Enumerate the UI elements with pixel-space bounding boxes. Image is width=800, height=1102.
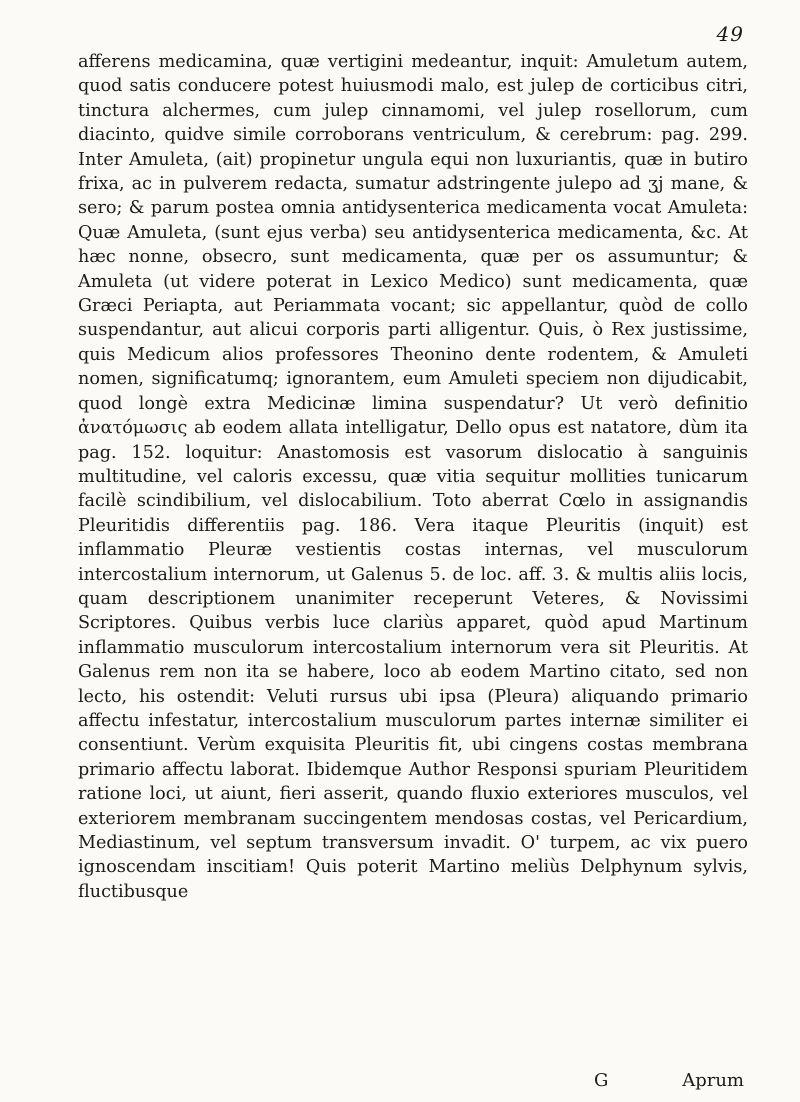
catchword: Aprum (682, 1070, 744, 1091)
signature-mark: G (594, 1070, 609, 1091)
page-footer (78, 1070, 748, 1096)
page-number: 49 (716, 22, 744, 46)
body-text: afferens medicamina, quæ vertigini medeantur, inquit: Amuletum autem, quod satis conducere potest huiusmodi malo, est julep de corticibus citri, tinctura alchermes, cum julep cinnamomi, vel julep rosellorum, cum diacinto, quidve simile corroborans ventriculum, & cerebrum: pag. 299. Inter Amuleta, (ait) propinetur ungula equi non luxuriantis, quæ in butiro frixa, ac in pulverem redacta, sumatur adstringente julepo ad ʒj mane, & sero; & parum postea omnia antidysenterica medicamenta vocat Amuleta: Quæ Amuleta, (sunt ejus verba) seu antidysenterica medicamenta, &c. At hæc nonne, obsecro, sunt medicamenta, quæ per os assumuntur; & Amuleta (ut videre poterat in Lexico Medico) sunt medicamenta, quæ Græci Periapta, aut Periammata vocant; sic appellantur, quòd de collo suspendantur, aut alicui corporis parti alligentur. Quis, ò Rex justissime, quis Medicum alios professores Theonino dente rodentem, & Amuleti nomen, significatumq; ignorantem, eum Amuleti speciem non dijudicabit, quod longè extra Medicinæ limina suspendatur? Ut verò definitio ἀνατόμωσις ab eodem allata intelligatur, Dello opus est natatore, dùm ita pag. 152. loquitur: Anastomosis est vasorum dislocatio à sanguinis multitudine, vel caloris excessu, quæ vitia sequitur mollities tunicarum facilè scindibilium, vel dislocabilium. Toto aberrat Cœlo in assignandis Pleuritidis differentiis pag. 186. Vera itaque Pleuritis (inquit) est inflammatio Pleuræ vestientis costas internas, vel musculorum intercostalium internorum, ut Galenus 5. de loc. aff. 3. & multis aliis locis, quam descriptionem unanimiter receperunt Veteres, & Novissimi Scriptores. Quibus verbis luce clariùs apparet, quòd apud Martinum inflammatio musculorum intercostalium internorum vera sit Pleuritis. At Galenus rem non ita se habere, loco ab eodem Martino citato, sed non lecto, his ostendit: Veluti rursus ubi ipsa (Pleura) aliquando primario affectu infestatur, intercostalium musculorum partes internæ similiter ei consentiunt. Verùm exquisita Pleuritis fit, ubi cingens costas membrana primario affectu laborat. Ibidemque Author Responsi spuriam Pleuritidem ratione loci, ut aiunt, fieri asserit, quando fluxio exteriores musculos, vel exteriorem membranam succingentem mendosas costas, vel Pericardium, Mediastinum, vel septum transversum invadit. O' turpem, ac vix puero ignoscendam inscitiam! Quis poterit Martino meliùs Delphynum sylvis, fluctibusque (78, 52, 748, 902)
